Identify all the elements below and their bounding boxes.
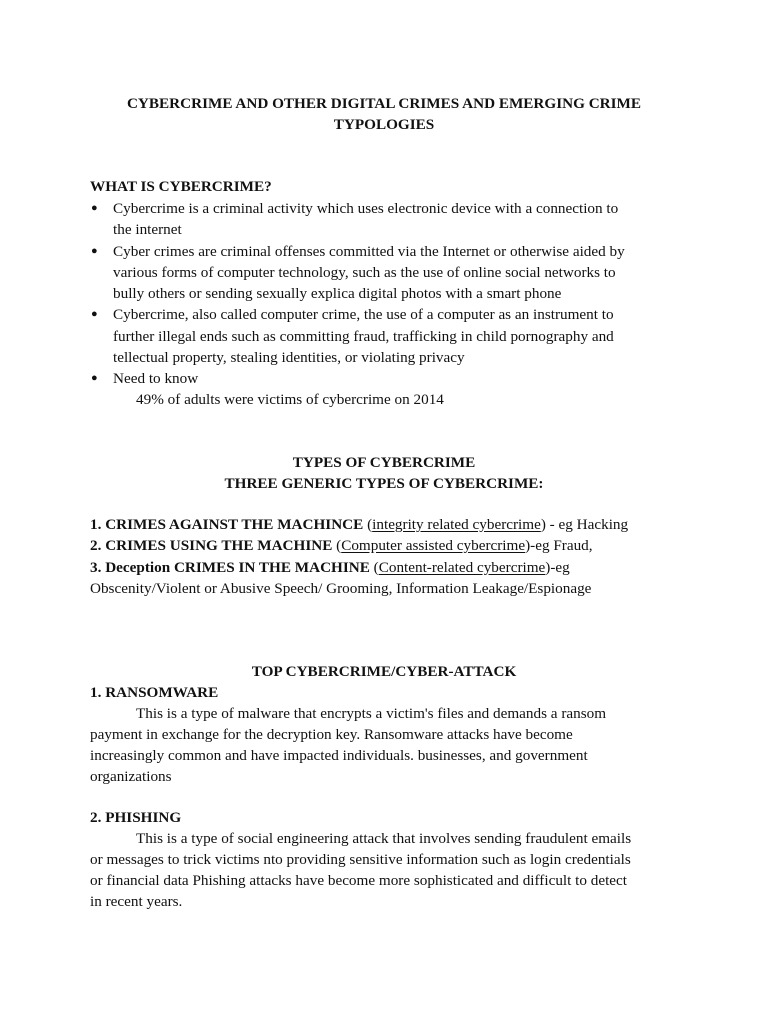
open-paren: ( [332, 537, 342, 554]
open-paren: ( [363, 516, 373, 533]
top-cybercrime-heading: TOP CYBERCRIME/CYBER-ATTACK [251, 663, 517, 680]
crime-category-text: integrity related cybercrime [372, 516, 541, 533]
crime-type-title: 1. CRIMES AGAINST THE MACHINCE [90, 516, 364, 533]
crime-type-3 [90, 557, 570, 578]
crime-example-text: ) - eg Hacking [540, 516, 629, 533]
statistic-text: 49% of adults were victims of cybercrime on 2014 [136, 391, 444, 408]
bullet-icon: ● [91, 372, 98, 384]
list-item-text: further illegal ends such as committing fraud, trafficking in child pornography and [113, 328, 614, 345]
crime-type-title: 3. Deception CRIMES IN THE MACHINE [90, 559, 370, 576]
ransomware-text: This is a type of malware that encrypts a victim's files and demands a ransom [136, 705, 607, 722]
bullet-icon: ● [91, 245, 98, 257]
crime-example-text: )-eg [545, 559, 570, 576]
bullet-icon: ● [91, 202, 98, 214]
document-title-line-2: TYPOLOGIES [333, 116, 435, 133]
crime-type-3-continued: Obscenity/Violent or Abusive Speech/ Grooming, Information Leakage/Espionage [90, 580, 592, 597]
ransomware-text: organizations [90, 768, 172, 785]
crime-type-title: 2. CRIMES USING THE MACHINE [90, 537, 333, 554]
crime-category-text: Content-related cybercrime [378, 559, 546, 576]
list-item-text: tellectual property, stealing identities, or violating privacy [113, 349, 465, 366]
list-item-text: Cyber crimes are criminal offenses committed via the Internet or otherwise aided by [113, 243, 625, 260]
list-item-text: Cybercrime, also called computer crime, the use of a computer as an instrument to [113, 306, 614, 323]
crime-type-1 [90, 514, 628, 535]
generic-types-heading: THREE GENERIC TYPES OF CYBERCRIME: [224, 475, 544, 492]
phishing-text: in recent years. [90, 893, 183, 910]
bullet-icon: ● [91, 308, 98, 320]
phishing-heading: 2. PHISHING [90, 809, 182, 826]
list-item-text: bully others or sending sexually explica digital photos with a smart phone [113, 285, 562, 302]
ransomware-text: payment in exchange for the decryption key. Ransomware attacks have become [90, 726, 573, 743]
phishing-text: This is a type of social engineering attack that involves sending fraudulent emails [136, 830, 632, 847]
crime-category-text: Computer assisted cybercrime [341, 537, 526, 554]
what-is-cybercrime-heading: WHAT IS CYBERCRIME? [90, 178, 272, 195]
types-heading: TYPES OF CYBERCRIME [292, 454, 476, 471]
list-item-text: Cybercrime is a criminal activity which uses electronic device with a connection to [113, 200, 619, 217]
phishing-text: or messages to trick victims nto providing sensitive information such as login credentials [90, 851, 631, 868]
ransomware-text: increasingly common and have impacted individuals. businesses, and government [90, 747, 588, 764]
phishing-text: or financial data Phishing attacks have become more sophisticated and difficult to detect [90, 872, 628, 889]
crime-example-text: )-eg Fraud, [525, 537, 593, 554]
document-title-line-1: CYBERCRIME AND OTHER DIGITAL CRIMES AND EMERGING CRIME [126, 95, 642, 112]
ransomware-heading: 1. RANSOMWARE [90, 684, 219, 701]
list-item-text: the internet [113, 221, 182, 238]
list-item-text: Need to know [113, 370, 199, 387]
crime-type-2 [90, 535, 593, 556]
list-item-text: various forms of computer technology, such as the use of online social networks to [113, 264, 616, 281]
open-paren: ( [369, 559, 379, 576]
